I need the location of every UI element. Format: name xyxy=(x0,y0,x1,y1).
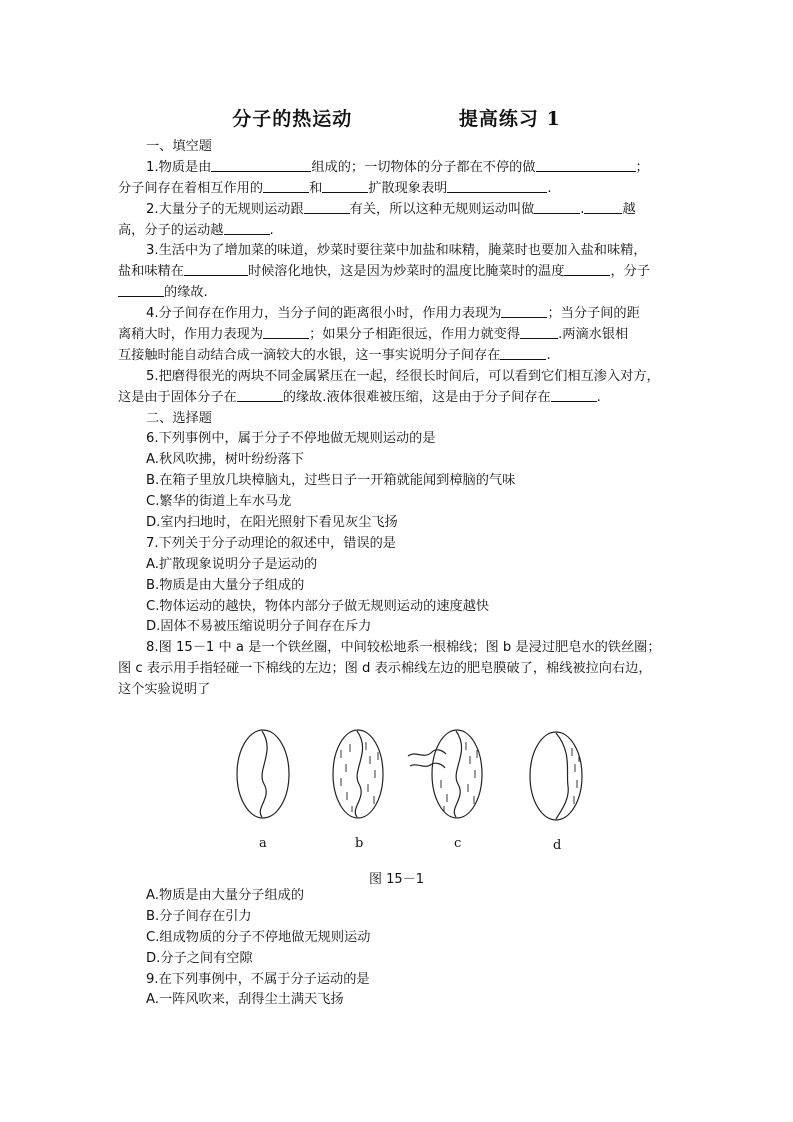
question-6-stem: 6.下列事例中，属于分子不停地做无规则运动的是 xyxy=(146,431,436,447)
answer-blank[interactable] xyxy=(263,179,309,193)
question-8-9-options xyxy=(118,886,678,1011)
answer-blank[interactable] xyxy=(447,179,547,193)
text: 扩散现象表明 xyxy=(368,180,448,196)
wire-loop-a xyxy=(237,730,289,818)
wire-loop-c xyxy=(408,730,482,818)
answer-blank[interactable] xyxy=(584,200,622,214)
text: ，分子 xyxy=(610,264,650,280)
question-9-option-a[interactable]: A.一阵风吹来，刮得尘土满天飞扬 xyxy=(146,992,344,1008)
question-8-line-1: 8.图 15－1 中 a 是一个铁丝圈，中间较松地系一根棉线；图 b 是浸过肥皂水的铁丝圈； xyxy=(146,640,661,656)
answer-blank[interactable] xyxy=(520,325,558,339)
text: 时候溶化地快，这是因为炒菜时的温度比腌菜时的温度 xyxy=(247,264,565,280)
text: . xyxy=(546,347,551,363)
text: . xyxy=(596,389,601,405)
question-8-line-3: 这个实验说明了 xyxy=(118,682,211,698)
question-3-line-3 xyxy=(118,283,678,304)
question-7-option-b[interactable]: B.物质是由大量分子组成的 xyxy=(146,577,305,593)
section-heading-multiple-choice: 二、选择题 xyxy=(146,410,212,426)
question-9-stem: 9.在下列事例中，不属于分子运动的是 xyxy=(146,971,370,987)
answer-blank[interactable] xyxy=(564,262,610,276)
page-title: 分子的热运动 提高练习 1 xyxy=(232,108,561,130)
answer-blank[interactable] xyxy=(551,388,597,402)
text: 这是由于固体分子在 xyxy=(118,389,237,405)
question-8-line-2: 图 c 表示用手指轻碰一下棉线的左边；图 d 表示棉线左边的肥皂膜破了，棉线被拉向右边， xyxy=(118,661,652,677)
answer-blank[interactable] xyxy=(536,158,636,172)
answer-blank[interactable] xyxy=(118,283,164,297)
fig-label-a: a xyxy=(259,836,267,851)
question-8-option-a[interactable]: A.物质是由大量分子组成的 xyxy=(146,888,305,903)
answer-blank[interactable] xyxy=(184,262,248,276)
text: 4.分子间存在作用力，当分子间的距离很小时，作用力表现为 xyxy=(146,306,502,322)
soap-film-diagram xyxy=(0,722,793,872)
question-8-option-b[interactable]: B.分子间存在引力 xyxy=(146,908,252,924)
figure-15-1 xyxy=(0,722,793,892)
text: 组成的；一切物体的分子都在不停的做 xyxy=(311,159,536,175)
section-heading-fill-in: 一、填空题 xyxy=(146,139,212,154)
question-8-option-d[interactable]: D.分子之间有空隙 xyxy=(146,950,253,966)
answer-blank[interactable] xyxy=(500,346,546,360)
question-2-line-1 xyxy=(118,200,678,221)
answer-blank[interactable] xyxy=(263,325,309,339)
question-6-option-b[interactable]: B.在箱子里放几块樟脑丸，过些日子一开箱就能闻到樟脑的气味 xyxy=(146,473,516,489)
text: . xyxy=(580,201,585,217)
fig-label-b: b xyxy=(355,836,364,851)
answer-blank[interactable] xyxy=(322,179,368,193)
question-6-option-d[interactable]: D.室内扫地时，在阳光照射下看见灰尘飞扬 xyxy=(146,515,398,531)
question-5-line-2 xyxy=(118,388,678,409)
text: ； xyxy=(635,159,649,175)
question-6-option-c[interactable]: C.繁华的街道上车水马龙 xyxy=(146,494,292,510)
text: 1.物质是由 xyxy=(146,159,212,175)
text: ；如果分子相距很远，作用力就变得 xyxy=(309,327,521,343)
question-4-line-3 xyxy=(118,346,678,367)
question-7-option-a[interactable]: A.扩散现象说明分子是运动的 xyxy=(146,556,318,572)
question-5-line-1: 5.把磨得很光的两块不同金属紧压在一起，经很长时间后，可以看到它们相互渗入对方， xyxy=(146,368,660,384)
text: 盐和味精在 xyxy=(118,264,184,280)
figure-caption: 图 15－1 xyxy=(369,872,424,887)
finger-icon xyxy=(408,750,446,756)
question-7-stem: 7.下列关于分子动理论的叙述中，错误的是 xyxy=(146,535,396,551)
text: 和 xyxy=(309,180,323,196)
question-4-line-2 xyxy=(118,325,678,346)
text: . xyxy=(269,222,274,238)
question-7-option-d[interactable]: D.固体不易被压缩说明分子间存在斥力 xyxy=(146,619,372,635)
text: .两滴水银相 xyxy=(558,327,629,343)
question-6-option-a[interactable]: A.秋风吹拂，树叶纷纷落下 xyxy=(146,452,305,468)
text: 的缘故.液体很难被压缩，这是由于分子间存在 xyxy=(282,389,551,405)
question-1-line-2 xyxy=(118,179,678,200)
question-3-line-1: 3.生活中为了增加菜的味道，炒菜时要往菜中加盐和味精，腌菜时也要加入盐和味精， xyxy=(146,243,647,259)
text: 2.大量分子的无规则运动跟 xyxy=(146,201,304,217)
question-8-option-c[interactable]: C.组成物质的分子不停地做无规则运动 xyxy=(146,929,371,945)
text: ；当分子间的距 xyxy=(547,306,640,322)
answer-blank[interactable] xyxy=(304,200,350,214)
text: 的缘故. xyxy=(164,285,208,301)
question-4-line-1 xyxy=(118,304,678,325)
wire-loop-b xyxy=(333,730,383,818)
answer-blank[interactable] xyxy=(224,221,270,235)
answer-blank[interactable] xyxy=(211,158,311,172)
question-3-line-2 xyxy=(118,262,678,283)
text: 越 xyxy=(622,201,636,217)
wire-loop-d xyxy=(530,732,582,820)
answer-blank[interactable] xyxy=(534,200,580,214)
text: 分子间存在着相互作用的 xyxy=(118,180,264,196)
text: 高，分子的运动越 xyxy=(118,222,224,238)
fig-label-d: d xyxy=(553,838,562,853)
text: 离稍大时，作用力表现为 xyxy=(118,327,264,343)
fig-label-c: c xyxy=(454,836,462,851)
text: 有关，所以这种无规则运动叫做 xyxy=(349,201,535,217)
worksheet-body xyxy=(118,137,678,701)
text: 互接触时能自动结合成一滴较大的水银，这一事实说明分子间存在 xyxy=(118,347,501,363)
answer-blank[interactable] xyxy=(501,304,547,318)
question-2-line-2 xyxy=(118,221,678,242)
text: . xyxy=(547,180,552,196)
question-7-option-c[interactable]: C.物体运动的越快，物体内部分子做无规则运动的速度越快 xyxy=(146,598,490,614)
answer-blank[interactable] xyxy=(237,388,283,402)
question-1-line-1 xyxy=(118,158,678,179)
